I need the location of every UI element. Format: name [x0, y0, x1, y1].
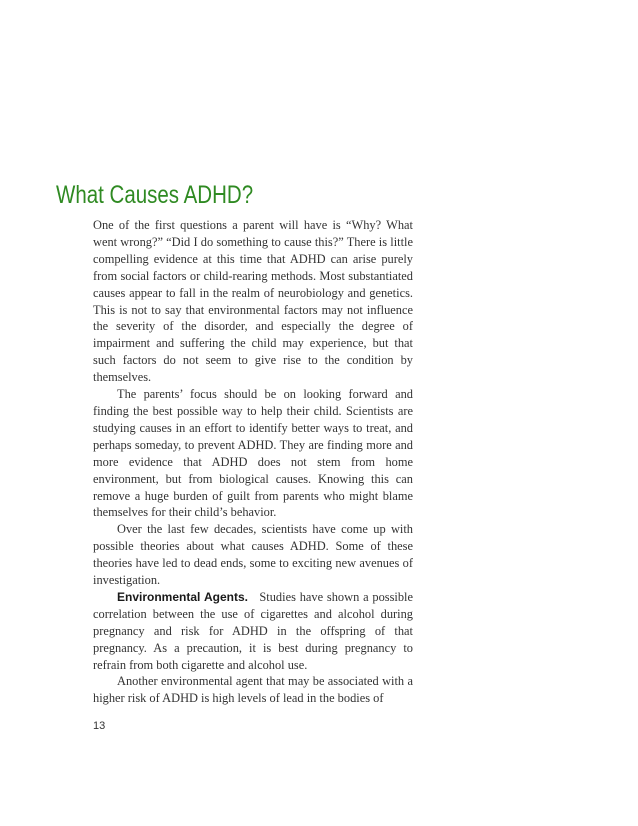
paragraph-environmental-agents — [93, 589, 413, 674]
paragraph-theories: Over the last few decades, scientists have come up with possible theories about what causes ADHD. Some of these theories have led to dead ends, some to exciting new avenues of investigation. — [93, 522, 413, 588]
paragraph-parents-focus: The parents’ focus should be on looking forward and finding the best possible way to help their child. Scientists are studying causes in an effort to identify better ways to treat, and perhaps someday, to prevent ADHD. They are finding more and more evidence that ADHD does not stem from home environment, but from biological causes. Knowing this can remove a huge burden of guilt from parents who might blame themselves for their child’s behavior. — [93, 387, 413, 520]
body-text — [93, 217, 413, 707]
section-title: What Causes ADHD? — [56, 181, 254, 209]
environmental-agents-text: Studies have shown a possible correlation between the use of cigarettes and alcohol during pregnancy and risk for ADHD in the offspring of that pregnancy. As a precaution, it is best during pregnancy to refrain from both cigarette and alcohol use. — [93, 589, 413, 672]
page-number: 13 — [93, 720, 106, 732]
environmental-agents-heading: Environmental Agents. — [117, 589, 248, 604]
paragraph-intro: One of the first questions a parent will have is “Why? What went wrong?” “Did I do something to cause this?” There is little compelling evidence at this time that ADHD can arise purely from social factors or child-rearing methods. Most substantiated causes appear to fall in the realm of neurobiology and genetics. This is not to say that environmental factors may not influence the severity of the disorder, and especially the degree of impairment and suffering the child may experience, but that such factors do not seem to give rise to the condition by themselves. — [93, 218, 413, 385]
paragraph-lead: Another environmental agent that may be associated with a higher risk of ADHD is high levels of lead in the bodies of — [93, 674, 413, 706]
